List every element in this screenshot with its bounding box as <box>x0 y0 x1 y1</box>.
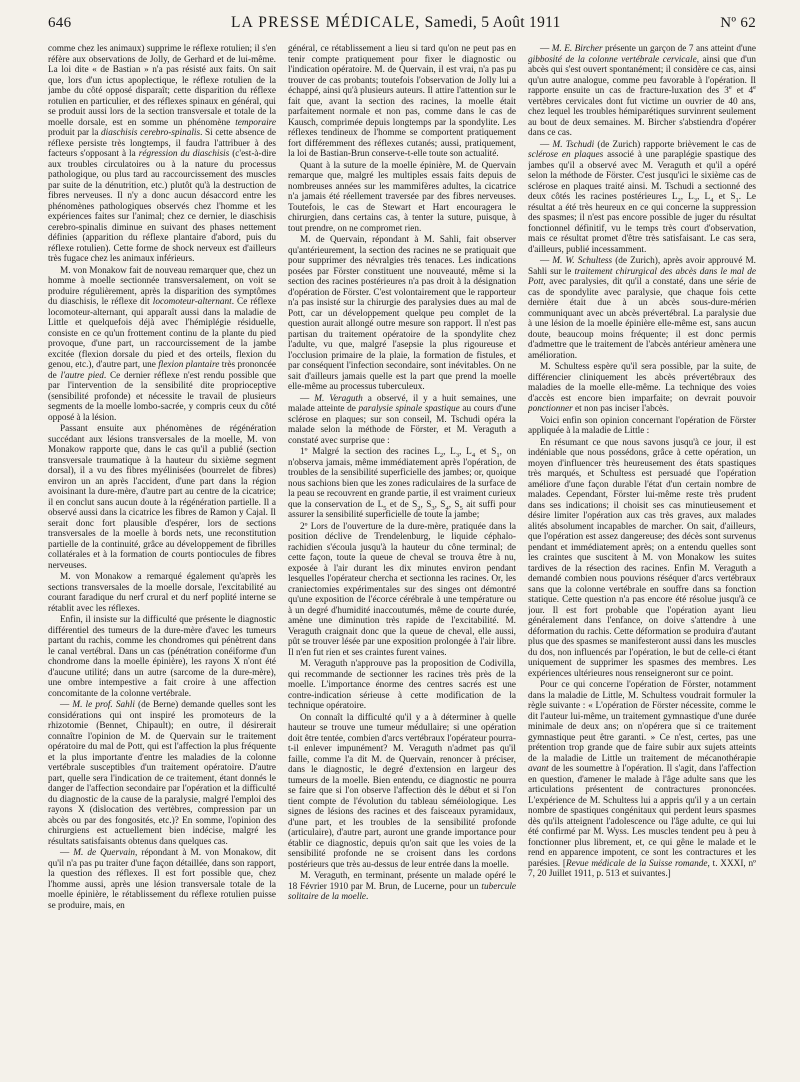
paragraph: M. Schultess espère qu'il sera possible, par la suite, de différencier cliniquement les abcès prévertébraux des maladies de la moelle elle-même. La technique des voies d'accès est encore bien imparfaite; on devrait pouvoir ponctionner et non pas inciser l'abcès. <box>528 362 756 414</box>
article-columns <box>48 44 756 1076</box>
running-header <box>48 14 756 42</box>
paragraph: général, ce rétablissement a lieu si tard qu'on ne peut pas en tenir compte pratiquement pour fixer le diagnostic ou l'indication opératoire. M. de Quervain, il est vrai, n'a pas pu trouver de cas probants; toutefois l'observation de Jolly lui a échappé, ainsi qu'à plusieurs auteurs. Il attire l'attention sur le fait que, avant la section des racines, la moelle était parfaitement normale et non pas, comme dans le cas de Kausch, comprimée depuis longtemps par la spondylite. Les réflexes tendineux de l'homme se comportent pratiquement fort différemment des réflexes cutanés; aussi, pratiquement, la loi de Bastian-Brun conserve-t-elle toute son actualité. <box>288 44 516 159</box>
paragraph: — M. le prof. Sahli (de Berne) demande quelles sont les considérations qui ont inspiré les promoteurs de la rhizotomie (Bennet, Chipault); en outre, il désirerait connaître l'opinion de M. de Quervain sur le traitement opératoire du mal de Pott, qui est l'affection la plus fréquente et la plus importante d'entre les maladies de la colonne vertébrale susceptibles d'un traitement opératoire. D'autre part, quelle sera l'indication de ce traitement, étant donnés le danger de l'affection secondaire par l'opération et la difficulté du diagnostic de la cause de la paralysie, malgré l'emploi des rayons X (dislocation des vertèbres, compression par un abcès ou par des fongosités, etc.)? En somme, l'opinion des chirurgiens est actuellement bien indécise, malgré les résultats satisfaisants obtenus dans quelques cas. <box>48 700 276 847</box>
column-middle <box>288 44 516 1076</box>
paragraph: Enfin, il insiste sur la difficulté que présente le diagnostic différentiel des tumeurs de la dure-mère d'avec les tumeurs partant du rachis, comme les chondromes qui pénètrent dans le canal vertébral. Dans un cas (pénétration conéiforme d'un chondrome dans la moelle épinière), les rayons X n'ont été d'aucune utilité; dans un autre (sarcome de la dure-mère), une ombre intempestive a fait croire à une affection concomitante de la colonne vertébrale. <box>48 615 276 699</box>
column-left <box>48 44 276 1076</box>
paragraph: Voici enfin son opinion concernant l'opération de Förster appliquée à la maladie de Little : <box>528 415 756 436</box>
paragraph: — M. E. Bircher présente un garçon de 7 ans atteint d'une gibbosité de la colonne vertébrale cervicale, ainsi que d'un abcès qui s'est ouvert spontanément; il considère ce cas, ainsi qu'un autre analogue, comme peu favorable à l'opération. Il rapporte ensuite un cas de fracture-luxation des 3e et 4e vertèbres cervicales dont fut victime un ouvrier de 40 ans, chez lequel les troubles hémiparétiques survinrent seulement au bout de deux semaines. M. Bircher s'abstiendra d'opérer dans ce cas. <box>528 44 756 138</box>
issue-number: Nº 62 <box>720 15 756 31</box>
issue-date: Samedi, 5 Août 1911 <box>420 14 561 31</box>
paragraph: — M. Tschudi (de Zurich) rapporte brièvement le cas de sclérose en plaques associé à une paraplégie spastique des jambes qu'il a observé avec M. Veraguth et qu'il a opéré selon la méthode de Förster. C'est jusqu'ici le sixième cas de sclérose en plaques traité ainsi. M. Tschudi a sectionné des deux côtés les racines postérieures $L_2$, $L_3$, $L_4$ et $S_1$. Le résultat a été très heureux en ce qui concerne la suppression des spasmes; il n'est pas encore possible de juger du résultat fonctionnel définitif, vu le temps très court d'observation, mais ce résultat promet d'être très satisfaisant. Le cas sera, d'ailleurs, publié incessamment. <box>528 139 756 255</box>
paragraph: M. Veraguth, en terminant, présente un malade opéré le 18 Février 1910 par M. Brun, de Lucerne, pour un tubercule solitaire de la moelle. <box>288 871 516 902</box>
paragraph: M. de Quervain, répondant à M. Sahli, fait observer qu'antérieurement, la section des racines ne se pratiquait que pour supprimer des névralgies très tenaces. Les indications posées par Förster constituent une nouveauté, même si la section des racines postérieures n'a pas droit à la désignation d'opération de Förster. C'est volontairement que le rapporteur n'a pas insisté sur la chirurgie des paralysies dues au mal de Pott, car un développement quelque peu complet de la question aurait allongé outre mesure son rapport. Il n'est pas partisan du traitement opératoire de la spondylite chez l'adulte, vu que, malgré l'asepsie la plus rigoureuse et l'occlusion primaire de la plaie, la formation de fistules, et par conséquent l'infection secondaire, sont inévitables. On ne sait d'ailleurs jamais quelle est la part que prend la moelle elle-même au processus tuberculeux. <box>288 235 516 392</box>
paragraph: Pour ce qui concerne l'opération de Förster, notamment dans la maladie de Little, M. Schultess voudrait formuler la règle suivante : « L'opération de Förster nécessite, comme le dit l'auteur lui-même, un traitement gymnastique d'une durée minimale de deux ans; on n'opérera que si ce traitement gymnastique peut être garanti. » Ce n'est, certes, pas une prétention trop grande que de faire subir aux sujets atteints de la maladie de Little un traitement de mécanothérapie avant de les soumettre à l'opération. Il s'agit, dans l'affection en question, d'amener le malade à l'âge adulte sans que les articulations présentent de contractures prononcées. L'expérience de M. Schultess lui a appris qu'il y a un certain nombre de spastiques congénitaux qui perdent leurs spasmes dès qu'ils atteignent l'adolescence ou l'âge adulte, ce qui lui été confirmé par M. Wyss. Les muscles tendent peu à peu à fonctionner plus librement, et, ce qui gêne le malade et le rend en apparence impotent, ce sont les contractures et les parésies. [Revue médicale de la Suisse romande, t. XXXI, nº 7, 20 Juillet 1911, p. 513 et suivantes.] <box>528 680 756 879</box>
paragraph: M. von Monakow fait de nouveau remarquer que, chez un homme à moelle sectionnée transversalement, on voit se produire régulièrement, après la disparition des symptômes du diaschisis, le réflexe dit locomoteur-alternant. Ce réflexe locomoteur-alternant, qui apparaît aussi dans la maladie de Little et quelquefois déjà avec l'hémiplégie résiduelle, consiste en ce qu'un frottement continu de la plante du pied provoque, d'une part, un raccourcissement de la jambe excitée (flexion dorsale du pied et des orteils, flexion du genou, etc.), d'autre part, une flexion plantaire très prononcée de l'autre pied. Ce dernier réflexe n'est rendu possible que par l'intervention de la sensibilité dite proprioceptive (sensibilité profonde) et nécessite le travail de plusieurs segments de la moelle lombo-sacrée, y compris ceux du côté opposé à la lésion. <box>48 265 276 423</box>
paragraph: — M. de Quervain, répondant à M. von Monakow, dit qu'il n'a pas pu traiter d'une façon détaillée, dans son rapport, la question des réflexes. Il est fort possible que, chez l'homme aussi, après une lésion transversale totale de la moelle épinière, le rétablissement du réflexe rotulien puisse se produire, mais, en <box>48 848 276 911</box>
paragraph: On connaît la difficulté qu'il y a à déterminer à quelle hauteur se trouve une tumeur médullaire; si une opération doit être tentée, combien d'arcs vertébraux l'opérateur pourra-t-il enlever impunément? M. Veraguth n'admet pas qu'il faille, comme l'a dit M. de Quervain, renoncer à préciser, dans le diagnostic, le degré d'extension en largeur des tumeurs de la moelle. Bien entendu, ce diagnostic ne pourra se faire que si l'on observe l'affection dès le début et si l'on tient compte de l'évolution du tableau séméiologique. Les signes de lésions des racines et des faisceaux pyramidaux, d'une part, et les troubles de la sensibilité profonde (articulaire), d'autre part, auront une grande importance pour établir ce diagnostic, depuis qu'on sait que les voies de la sensibilité profonde ne se croisent dans les cordons postérieurs que très au-dessus de leur entrée dans la moelle. <box>288 712 516 870</box>
paragraph: M. von Monakow a remarqué également qu'après les sections transversales de la moelle dorsale, l'excitabilité au courant faradique du nerf crural et du nerf poplité interne se rétablit avec les réflexes. <box>48 572 276 614</box>
paragraph: Passant ensuite aux phénomènes de régénération succédant aux lésions transversales de la moelle, M. von Monakow rapporte que, dans le cas qu'il a publié (section transversale traumatique à la hauteur du sixième segment dorsal), il a vu des fibres myélinisées (bourrelet de fibres) environ un an après l'accident, d'une part dans la région avoisinant la dure-mère, d'autre part au centre de la cicatrice; il en conclut sans aucun doute à la régénération partielle. Il a observé aussi dans la cicatrice les fibres de Ramon y Cajal. Il serait donc fort plausible d'espérer, lors de sections transversales de la moelle à bords nets, une reconstitution partielle de la continuité, grâce au développement de fibrilles collatérales et à la formation de courts pontiocules de fibres nerveuses. <box>48 424 276 571</box>
paragraph: — M. W. Schultess (de Zurich), après avoir approuvé M. Sahli sur le traitement chirurgical des abcès dans le mal de Pott, avec paralysies, dit qu'il a constaté, dans une série de cas de spondylite avec paralysie, que chaque fois cette dernière était due à un abcès sous-dure-mérien communiquant avec un abcès prévertébral. La paralysie due à une lésion de la moelle épinière elle-même est, sans aucun doute, beaucoup moins fréquente; il est donc permis d'admettre que le traitement de l'abcès antérieur amènera une amélioration. <box>528 256 756 361</box>
paragraph: — M. Veraguth a observé, il y a huit semaines, une malade atteinte de paralysie spinale spastique au cours d'une sclérose en plaques; sur son conseil, M. Tschudi opéra la malade selon la méthode de Förster, et M. Veraguth a constaté avec surprise que : <box>288 393 516 446</box>
column-right <box>528 44 756 1076</box>
paragraph: comme chez les animaux) supprime le réflexe rotulien; il s'en réfère aux observations de Jolly, de Gerhard et de lui-même. La loi dite « de Bastian » n'a pas résisté aux faits. On sait que, lors d'un ictus apoplectique, le réflexe rotulien de la jambe du côté opposé disparaît; cette disparition du réflexe rotulien en particulier, et des réflexes spinaux en général, qui se produit aussi lors de la section transversale et totale de la moelle dorsale, est en somme un phénomène temporaire produit par la diaschisis cerebro-spinalis. Si cette absence de réflexe persiste très longtemps, il faudra l'attribuer à des facteurs s'opposant à la régression du diaschisis (c'est-à-dire aux troubles circulatoires ou à la nature du processus pathologique, ou plus tard au raccourcissement des muscles par suite de la dénutrition, etc.) plutôt qu'à la destruction de fibres nerveuses. Il n'y a donc aucun désaccord entre les phénomènes pathologiques observés chez l'homme et les expériences faites sur l'animal; chez ce dernier, le diaschisis cerebro-spinalis diminue en suivant des phases nettement définies (apparition du réflexe plantaire d'abord, puis du réflexe rotulien). Cette forme de shock nerveux est d'ailleurs très fugace chez les animaux inférieurs. <box>48 44 276 264</box>
paragraph: En résumant ce que nous savons jusqu'à ce jour, il est indéniable que nous possédons, grâce à cette opération, un moyen d'influencer très heureusement des états spastiques très marqués, et Schultess est persuadé que l'opération améliore d'une façon durable l'état d'un certain nombre de malades. Cependant, Förster lui-même reste très prudent dans ses indications; il choisit ses cas minutieusement et désire limiter l'opération aux cas très graves, aux malades alités absolument incapables de marcher. On sait, d'ailleurs, que l'opération est assez dangereuse; des décès sont survenus pendant et immédiatement après; on a entendu quelles sont les craintes que suscitent à M. von Monakow les suites tardives de la résection des racines. Enfin M. Veraguth a demandé combien nous pouvions réséquer d'arcs vertébraux sans que la colonne vertébrale en souffre dans sa fonction statique. Cette question n'a pas encore été résolue jusqu'à ce jour. Il est fort probable que l'opération ayant lieu généralement dans l'enfance, on doive s'attendre à une déformation du rachis. Cette déformation se produira d'autant plus que des spasmes se manifesteront aussi dans les muscles du dos, non influencés par l'opération, le but de celle-ci étant uniquement de supprimer les spasmes des membres. Les expériences ultérieures nous renseigneront sur ce point. <box>528 437 756 679</box>
page-number: 646 <box>48 15 72 31</box>
paragraph: Quant à la suture de la moelle épinière, M. de Quervain remarque que, malgré les multiples essais faits depuis de nombreuses années sur les mammifères adultes, la cicatrice n'a jamais été réellement traversée par des fibres nerveuses. Toutefois, le cas de Stewart et Hart encouragera le chirurgien, dans certains cas, à tenter la suture, puisque, à tout prendre, on ne compromet rien. <box>288 160 516 234</box>
paragraph: 2º Lors de l'ouverture de la dure-mère, pratiquée dans la position déclive de Trendelenburg, le liquide céphalo-rachidien s'écoula jusqu'à la hauteur du cône terminal; de cette façon, toute la queue de cheval se trouva être à nu, exposée à l'air durant les dix minutes environ pendant lesquelles l'opérateur chercha et sectionna les racines. Or, les craniectomies expérimentales sur des singes ont démontré qu'une exposition de l'écorce cérébrale à une température ou à un degré d'humidité inaccoutumés, même de courte durée, amène une diminution très rapide de l'excitabilité. M. Veraguth craignait donc que la queue de cheval, elle aussi, pût se trouver lésée par une exposition prolongée à l'air libre. Il n'en fut rien et ses craintes furent vaines. <box>288 521 516 658</box>
journal-name: LA PRESSE MÉDICALE, <box>231 14 421 31</box>
journal-title <box>71 14 720 32</box>
paragraph: 1º Malgré la section des racines $L_2$, $L_3$, $L_4$ et $S_1$, on n'observa jamais, même immédiatement après l'opération, de troubles de la sensibilité superficielle des jambes; or, quoique nous sachions bien que les zones radiculaires de la surface de la peau se recouvrent en grande partie, il est vraiment curieux que la conservation de $L_5$ et de $S_2$, $S_3$, $S_4$, $S_5$ ait suffi pour assurer la sensibilité superficielle de toute la jambe; <box>288 447 516 520</box>
paragraph: M. Veraguth n'approuve pas la proposition de Codivilla, qui recommande de sectionner les racines très près de la moelle. L'importance énorme des centres sacrés est une contre-indication sérieuse à cette modification de la technique opératoire. <box>288 659 516 711</box>
